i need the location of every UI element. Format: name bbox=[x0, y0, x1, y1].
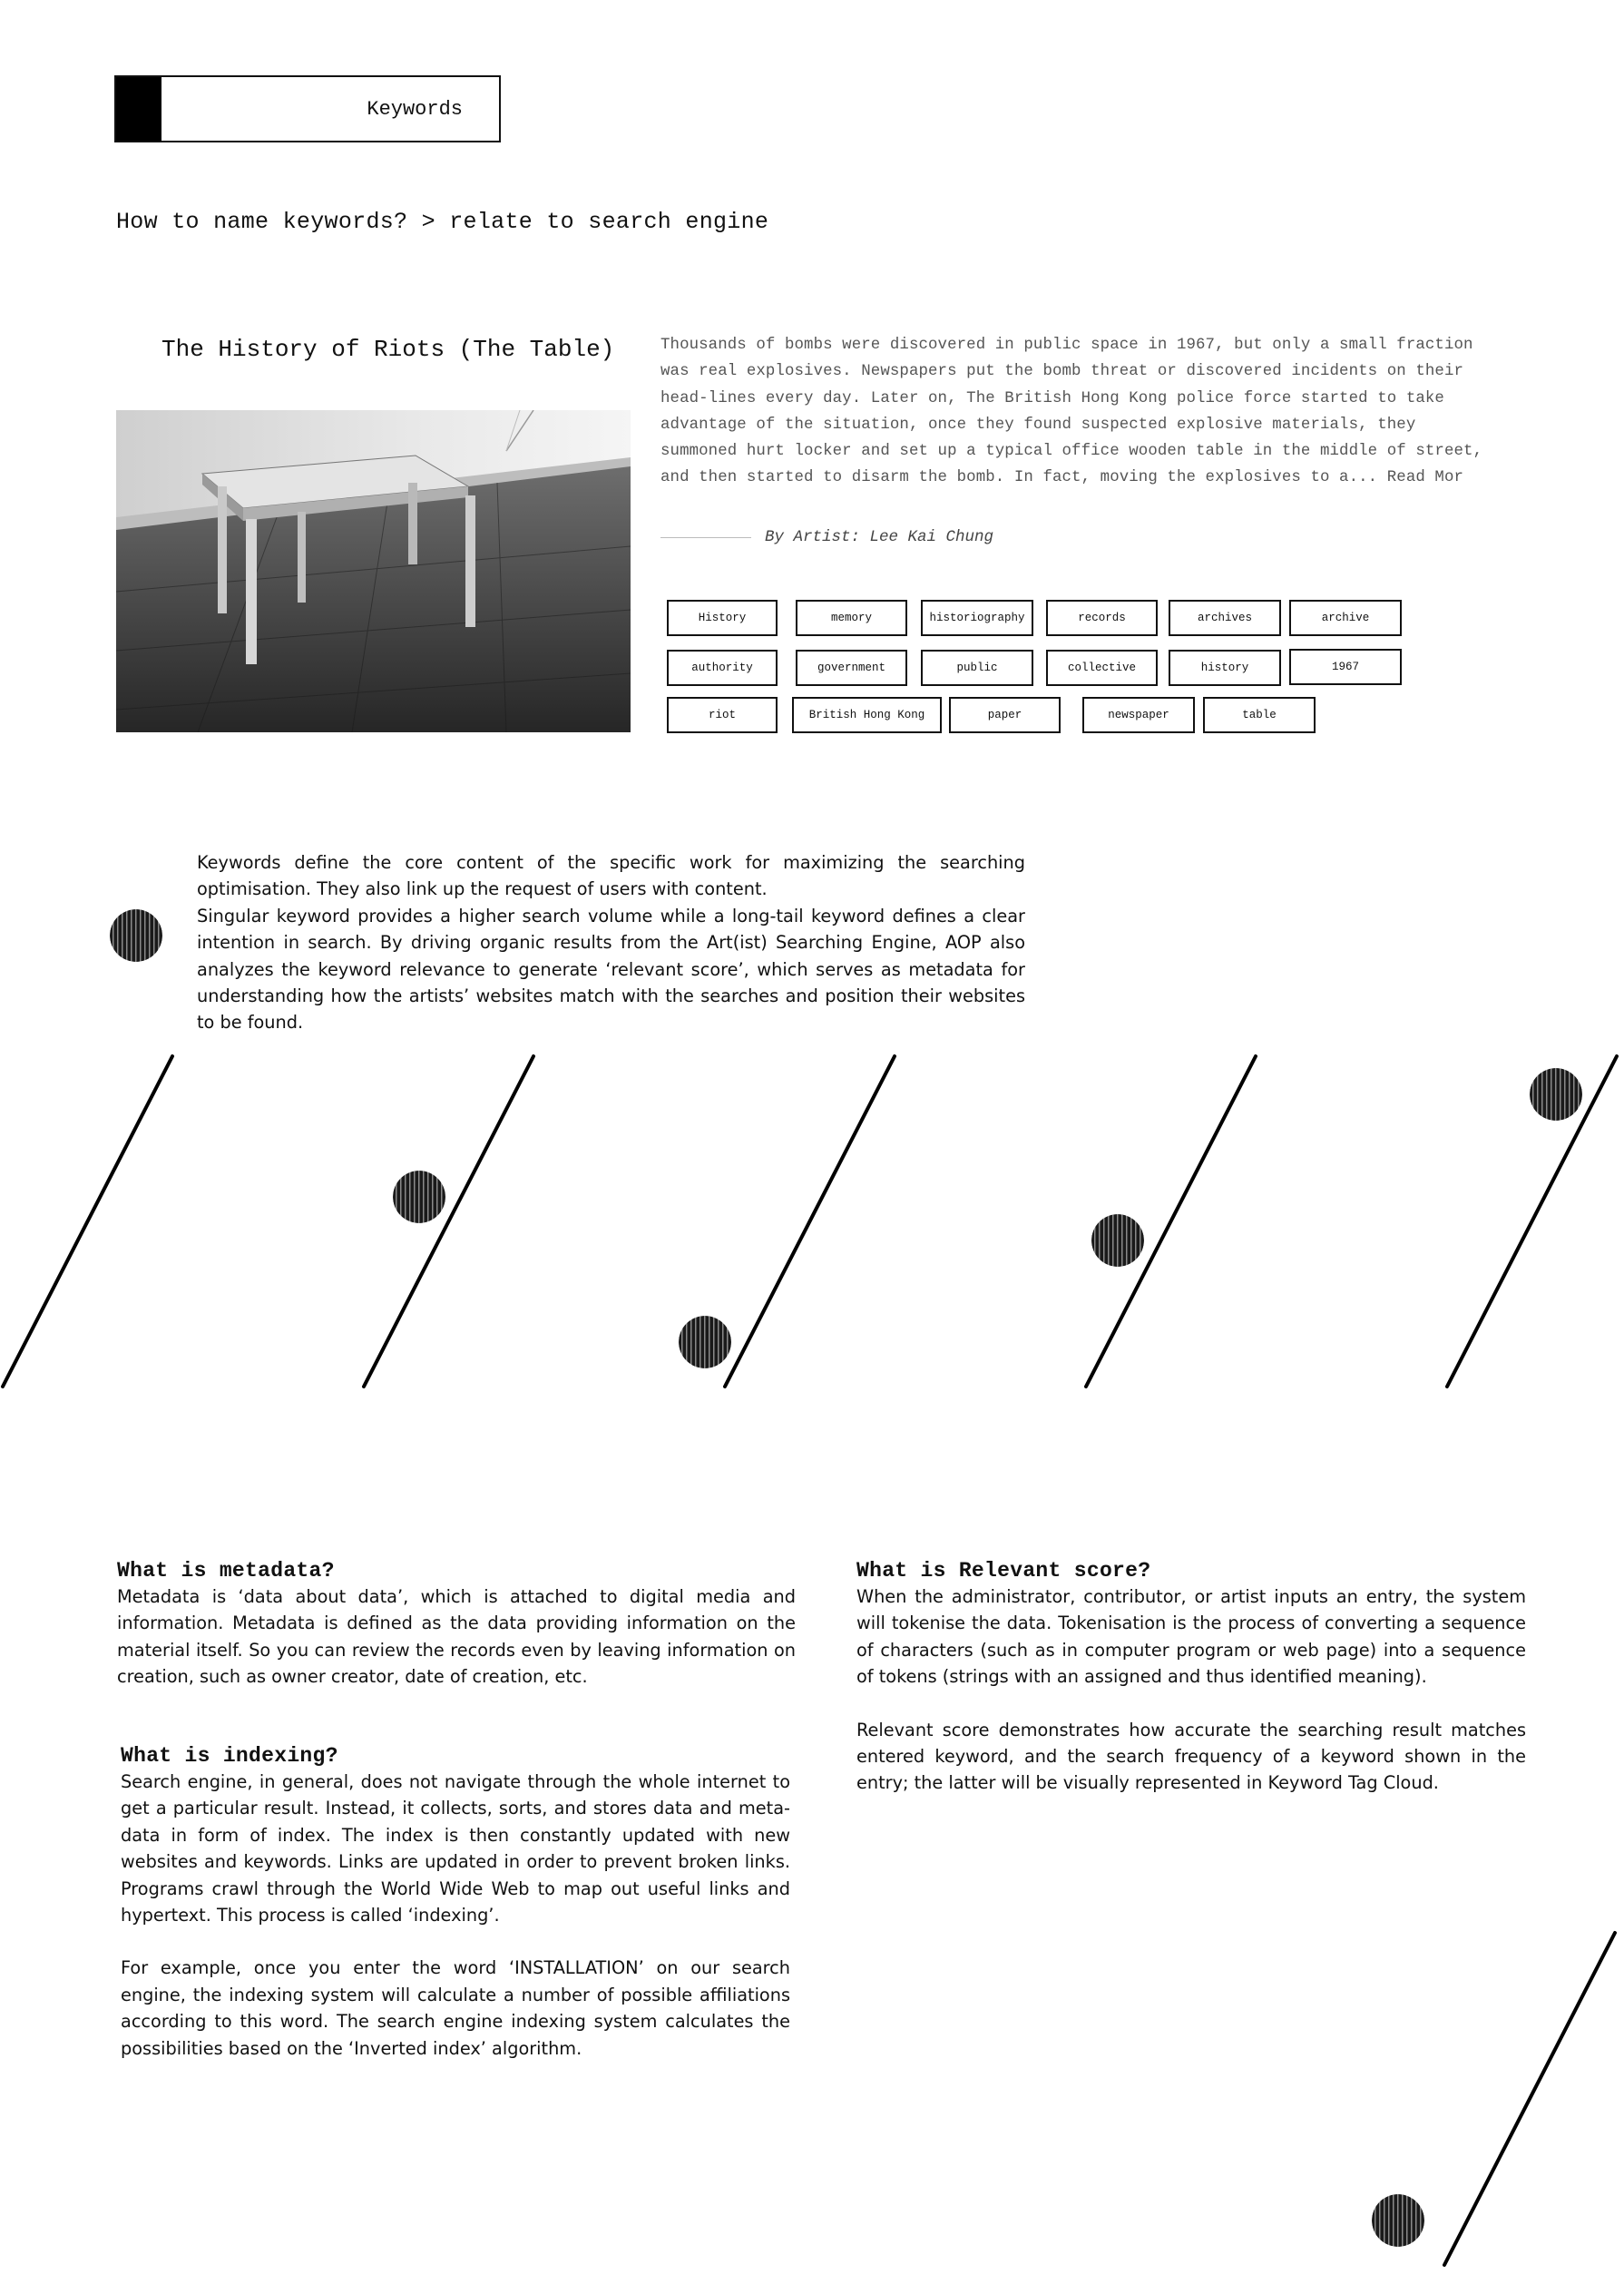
striped-ball-icon bbox=[1530, 1068, 1582, 1121]
breadcrumb: How to name keywords? > relate to search engine bbox=[116, 209, 769, 235]
keywords-paragraph-2: Singular keyword provides a higher search volume while a long-tail keyword defines a clear intention in search. By driving organic results from the Art(ist) Searching Engine, AOP also analyzes the keyword relevance to generate ‘relevant score’, which serves as metadata for understanding how the artists’ websites match with the searches and position their websites to be found. bbox=[197, 905, 1025, 1034]
striped-ball-icon bbox=[679, 1316, 731, 1368]
diagonal-line-decoration bbox=[1433, 1924, 1624, 2278]
artist-credit: By Artist: Lee Kai Chung bbox=[765, 528, 994, 546]
metadata-section bbox=[117, 1559, 796, 1691]
indexing-paragraph-2: For example, once you enter the word ‘INSTALLATION’ on our search engine, the indexing system will calculate a number of possible affiliations according to this word. The search engine indexing system calculates the possibilities based on the ‘Inverted index’ algorithm. bbox=[121, 1957, 790, 2059]
metadata-body: Metadata is ‘data about data’, which is attached to digital media and information. Metadata is defined as the data providing information on the material itself. So you can review the records even by leaving information on creation, such as owner creator, date of creation, etc. bbox=[117, 1586, 796, 1688]
indexing-body bbox=[121, 1769, 790, 2062]
keyword-tag[interactable]: newspaper bbox=[1082, 697, 1195, 733]
keyword-tag[interactable]: 1967 bbox=[1289, 649, 1402, 685]
artist-divider bbox=[660, 537, 751, 538]
striped-ball-icon bbox=[393, 1171, 445, 1223]
striped-ball-icon bbox=[110, 909, 162, 962]
keyword-tag[interactable]: British Hong Kong bbox=[792, 697, 942, 733]
keyword-tag[interactable]: public bbox=[921, 650, 1033, 686]
relevant-paragraph-1: When the administrator, contributor, or artist inputs an entry, the system will tokenise the data. Tokenisation is the process of converting a sequence of characters (such as in computer program or web page) into a sequence of tokens (strings with an assigned and thus identified meaning). bbox=[856, 1586, 1526, 1688]
work-image-table bbox=[116, 410, 631, 732]
indexing-heading: What is indexing? bbox=[121, 1744, 338, 1768]
relevant-score-section bbox=[856, 1559, 1526, 1797]
relevant-score-heading: What is Relevant score? bbox=[856, 1559, 1151, 1583]
work-description: Thousands of bombs were discovered in public space in 1967, but only a small fraction was real explosives. Newspapers put the bomb threat or discovered incidents on their head-lines every day. Later on, The British Hong Kong police force started to take advantage of the situation, once they found suspected explosive materials, they summoned hurt locker and set up a typical office wooden table in the middle of street, and then started to disarm the bomb. In fact, moving the explosives to a... Read Mor bbox=[660, 337, 1483, 487]
striped-ball-icon bbox=[1372, 2194, 1424, 2247]
keyword-tag[interactable]: government bbox=[796, 650, 907, 686]
keyword-tag[interactable]: records bbox=[1046, 600, 1158, 636]
keyword-tag[interactable]: collective bbox=[1046, 650, 1158, 686]
keyword-tag[interactable]: table bbox=[1203, 697, 1316, 733]
keywords-tab[interactable] bbox=[114, 75, 501, 142]
keyword-tag[interactable]: riot bbox=[667, 697, 778, 733]
indexing-paragraph-1: Search engine, in general, does not navigate through the whole internet to get a particular result. Instead, it collects, sorts, and stores data and meta-data in form of index. The index is then constantly updated with new websites and keywords. Links are updated in order to prevent broken links. Programs crawl through the World Wide Web to map out useful links and hypertext. This process is called ‘indexing’. bbox=[121, 1771, 790, 1926]
keyword-tag[interactable]: authority bbox=[667, 650, 778, 686]
keyword-tag[interactable]: memory bbox=[796, 600, 907, 636]
metadata-heading: What is metadata? bbox=[117, 1559, 335, 1583]
work-title: The History of Riots (The Table) bbox=[161, 336, 615, 363]
tab-label: Keywords bbox=[367, 97, 463, 121]
keywords-explanation bbox=[197, 849, 1025, 1036]
relevant-paragraph-2: Relevant score demonstrates how accurate the searching result matches entered keyword, and the search frequency of a keyword shown in the entry; the latter will be visually represented in Keyword Tag Cloud. bbox=[856, 1719, 1526, 1794]
keyword-tag[interactable]: historiography bbox=[921, 600, 1033, 636]
striped-ball-icon bbox=[1091, 1214, 1144, 1267]
keyword-tag[interactable]: paper bbox=[949, 697, 1061, 733]
keyword-tag[interactable]: history bbox=[1169, 650, 1281, 686]
relevant-score-body bbox=[856, 1583, 1526, 1797]
keyword-tag[interactable]: archive bbox=[1289, 600, 1402, 636]
keyword-tag[interactable]: History bbox=[667, 600, 778, 636]
indexing-section bbox=[121, 1744, 790, 2062]
keyword-tag[interactable]: archives bbox=[1169, 600, 1281, 636]
diagonal-lines-decoration bbox=[0, 1044, 1624, 1397]
keywords-paragraph-1: Keywords define the core content of the specific work for maximizing the searching optimisation. They also link up the request of users with content. bbox=[197, 852, 1025, 900]
